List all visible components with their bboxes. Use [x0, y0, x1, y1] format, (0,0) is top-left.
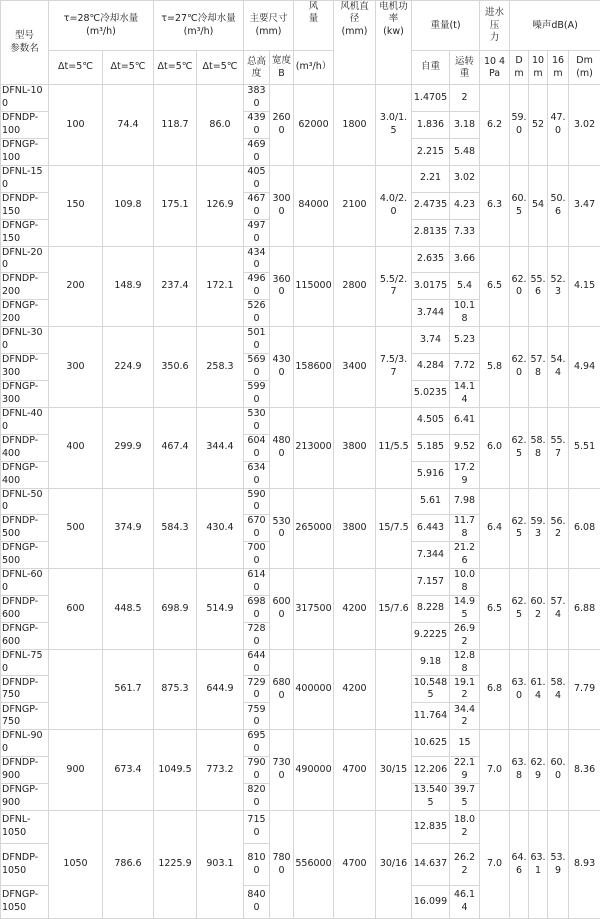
- model-cell: DFNGP- 400: [1, 461, 49, 488]
- table-row: [1, 811, 600, 844]
- flow27-dt2-cell: 773.2: [197, 730, 244, 811]
- header-row-1: [1, 1, 600, 51]
- total-height-cell: 8400: [244, 886, 270, 919]
- operating-weight-cell: 26.22: [450, 844, 480, 886]
- header-equivalent-unit: Dm(m): [569, 51, 600, 85]
- noise-16m-cell: 53.9: [548, 811, 569, 919]
- noise-dm-cell: 60.5: [510, 166, 529, 247]
- model-cell: DFNGP- 150: [1, 219, 49, 246]
- model-cell: DFNDP- 150: [1, 192, 49, 219]
- model-cell: DFNGP- 500: [1, 542, 49, 569]
- motor-power-cell: 5.5/2.7: [376, 246, 412, 327]
- flow28-dt1-cell: 400: [49, 407, 103, 488]
- operating-weight-cell: 11.78: [450, 515, 480, 542]
- noise-16m-cell: 52.3: [548, 246, 569, 327]
- total-height-cell: 5300: [244, 407, 270, 434]
- motor-power-cell: 15/7.5: [376, 488, 412, 569]
- inlet-pressure-cell: 7.0: [480, 811, 510, 919]
- airflow-cell: 556000: [294, 811, 334, 919]
- motor-power-cell: 30/15: [376, 730, 412, 811]
- airflow-cell: 400000: [294, 649, 334, 730]
- airflow-cell: 115000: [294, 246, 334, 327]
- width-b-cell: 4800: [270, 407, 294, 488]
- operating-weight-cell: 4.23: [450, 192, 480, 219]
- noise-dm-cell: 64.6: [510, 811, 529, 919]
- flow28-dt1-cell: [49, 649, 103, 730]
- flow28-dt1-cell: 150: [49, 166, 103, 247]
- model-cell: DFNL-100: [1, 85, 49, 112]
- total-height-cell: 5260: [244, 300, 270, 327]
- operating-weight-cell: 18.02: [450, 811, 480, 844]
- total-height-cell: 3830: [244, 85, 270, 112]
- flow27-dt2-cell: 86.0: [197, 85, 244, 166]
- self-weight-cell: 6.443: [412, 515, 450, 542]
- fan-diameter-cell: 2100: [334, 166, 376, 247]
- self-weight-cell: 2.635: [412, 246, 450, 273]
- fan-diameter-cell: 1800: [334, 85, 376, 166]
- model-cell: DFNDP- 500: [1, 515, 49, 542]
- operating-weight-cell: 5.4: [450, 273, 480, 300]
- equivalent-diameter-cell: 6.88: [569, 569, 600, 650]
- self-weight-cell: 11.764: [412, 703, 450, 730]
- flow28-dt2-cell: 299.9: [103, 407, 154, 488]
- flow27-dt1-cell: 118.7: [154, 85, 197, 166]
- inlet-pressure-cell: 6.8: [480, 649, 510, 730]
- flow28-dt1-cell: 900: [49, 730, 103, 811]
- header-airflow-unit: (m³/h）: [294, 51, 334, 85]
- flow27-dt1-cell: 584.3: [154, 488, 197, 569]
- header-row-2: [1, 51, 600, 85]
- equivalent-diameter-cell: 7.79: [569, 649, 600, 730]
- noise-10m-cell: 52: [529, 85, 548, 166]
- fan-diameter-cell: 3800: [334, 407, 376, 488]
- equivalent-diameter-cell: 8.36: [569, 730, 600, 811]
- model-cell: DFNL-600: [1, 569, 49, 596]
- noise-10m-cell: 55.6: [529, 246, 548, 327]
- header-flow27: τ=27℃冷却水量 (m³/h): [154, 1, 244, 51]
- noise-16m-cell: 57.4: [548, 569, 569, 650]
- total-height-cell: 7150: [244, 811, 270, 844]
- noise-16m-cell: 55.7: [548, 407, 569, 488]
- table-row: [1, 85, 600, 112]
- header-fan-diameter: 风机直 径 (mm): [334, 1, 376, 85]
- noise-16m-cell: 54.4: [548, 327, 569, 408]
- table-row: [1, 488, 600, 515]
- fan-diameter-cell: 4200: [334, 649, 376, 730]
- table-row: [1, 327, 600, 354]
- flow27-dt1-cell: 237.4: [154, 246, 197, 327]
- airflow-cell: 158600: [294, 327, 334, 408]
- operating-weight-cell: 39.75: [450, 784, 480, 811]
- model-cell: DFNL-900: [1, 730, 49, 757]
- operating-weight-cell: 34.42: [450, 703, 480, 730]
- total-height-cell: 4690: [244, 139, 270, 166]
- operating-weight-cell: 5.23: [450, 327, 480, 354]
- table-row: [1, 166, 600, 193]
- noise-10m-cell: 54: [529, 166, 548, 247]
- flow27-dt1-cell: 1049.5: [154, 730, 197, 811]
- airflow-cell: 317500: [294, 569, 334, 650]
- operating-weight-cell: 5.48: [450, 139, 480, 166]
- header-self-weight: 自重: [412, 51, 450, 85]
- model-cell: DFNGP- 200: [1, 300, 49, 327]
- operating-weight-cell: 17.29: [450, 461, 480, 488]
- total-height-cell: 4970: [244, 219, 270, 246]
- header-delta-t: Δt=5℃: [49, 51, 103, 85]
- noise-dm-cell: 63.0: [510, 649, 529, 730]
- noise-dm-cell: 62.0: [510, 327, 529, 408]
- header-delta-t: Δt=5℃: [197, 51, 244, 85]
- total-height-cell: 5010: [244, 327, 270, 354]
- self-weight-cell: 3.74: [412, 327, 450, 354]
- total-height-cell: 8100: [244, 844, 270, 886]
- total-height-cell: 4340: [244, 246, 270, 273]
- model-cell: DFNGP- 600: [1, 622, 49, 649]
- self-weight-cell: 3.744: [412, 300, 450, 327]
- total-height-cell: 8200: [244, 784, 270, 811]
- header-delta-t: Δt=5℃: [103, 51, 154, 85]
- flow27-dt1-cell: 1225.9: [154, 811, 197, 919]
- total-height-cell: 4390: [244, 112, 270, 139]
- operating-weight-cell: 3.02: [450, 166, 480, 193]
- equivalent-diameter-cell: 8.93: [569, 811, 600, 919]
- operating-weight-cell: 6.41: [450, 407, 480, 434]
- motor-power-cell: 7.5/3.7: [376, 327, 412, 408]
- header-motor-power: 电机功 率 (kw): [376, 1, 412, 85]
- noise-16m-cell: 58.4: [548, 649, 569, 730]
- self-weight-cell: 16.099: [412, 886, 450, 919]
- model-cell: DFNDP- 200: [1, 273, 49, 300]
- motor-power-cell: 30/16: [376, 811, 412, 919]
- total-height-cell: 6340: [244, 461, 270, 488]
- operating-weight-cell: 7.33: [450, 219, 480, 246]
- fan-diameter-cell: 3800: [334, 488, 376, 569]
- total-height-cell: 7900: [244, 757, 270, 784]
- motor-power-cell: 11/5.5: [376, 407, 412, 488]
- header-operating-weight: 运转 重: [450, 51, 480, 85]
- equivalent-diameter-cell: 3.47: [569, 166, 600, 247]
- airflow-cell: 490000: [294, 730, 334, 811]
- airflow-cell: 84000: [294, 166, 334, 247]
- flow28-dt2-cell: 561.7: [103, 649, 154, 730]
- flow28-dt1-cell: 100: [49, 85, 103, 166]
- noise-10m-cell: 61.4: [529, 649, 548, 730]
- operating-weight-cell: 9.52: [450, 434, 480, 461]
- equivalent-diameter-cell: 5.51: [569, 407, 600, 488]
- total-height-cell: 7290: [244, 676, 270, 703]
- width-b-cell: 6800: [270, 649, 294, 730]
- operating-weight-cell: 26.92: [450, 622, 480, 649]
- header-inlet-pressure: 进水压 力: [480, 1, 510, 51]
- header-noise-16m: 16m: [548, 51, 569, 85]
- operating-weight-cell: 46.14: [450, 886, 480, 919]
- flow27-dt2-cell: 514.9: [197, 569, 244, 650]
- operating-weight-cell: 15: [450, 730, 480, 757]
- total-height-cell: 6700: [244, 515, 270, 542]
- model-cell: DFNGP- 100: [1, 139, 49, 166]
- noise-16m-cell: 50.6: [548, 166, 569, 247]
- self-weight-cell: 5.61: [412, 488, 450, 515]
- airflow-cell: 213000: [294, 407, 334, 488]
- noise-dm-cell: 59.0: [510, 85, 529, 166]
- flow28-dt1-cell: 600: [49, 569, 103, 650]
- flow28-dt1-cell: 500: [49, 488, 103, 569]
- operating-weight-cell: 3.66: [450, 246, 480, 273]
- self-weight-cell: 14.637: [412, 844, 450, 886]
- total-height-cell: 5990: [244, 380, 270, 407]
- operating-weight-cell: 22.19: [450, 757, 480, 784]
- fan-diameter-cell: 3400: [334, 327, 376, 408]
- flow28-dt2-cell: 673.4: [103, 730, 154, 811]
- table-row: [1, 649, 600, 676]
- width-b-cell: 7300: [270, 730, 294, 811]
- flow28-dt2-cell: 148.9: [103, 246, 154, 327]
- header-noise-dm: Dm: [510, 51, 529, 85]
- self-weight-cell: 2.4735: [412, 192, 450, 219]
- noise-10m-cell: 60.2: [529, 569, 548, 650]
- table-row: [1, 730, 600, 757]
- operating-weight-cell: 19.12: [450, 676, 480, 703]
- equivalent-diameter-cell: 3.02: [569, 85, 600, 166]
- table-row: [1, 246, 600, 273]
- motor-power-cell: 15/7.6: [376, 569, 412, 650]
- self-weight-cell: 2.215: [412, 139, 450, 166]
- model-cell: DFNL-400: [1, 407, 49, 434]
- operating-weight-cell: 10.08: [450, 569, 480, 596]
- width-b-cell: 6000: [270, 569, 294, 650]
- operating-weight-cell: 7.72: [450, 353, 480, 380]
- model-cell: DFNGP- 900: [1, 784, 49, 811]
- self-weight-cell: 10.5485: [412, 676, 450, 703]
- noise-10m-cell: 58.8: [529, 407, 548, 488]
- self-weight-cell: 2.8135: [412, 219, 450, 246]
- total-height-cell: 6950: [244, 730, 270, 757]
- flow28-dt2-cell: 448.5: [103, 569, 154, 650]
- self-weight-cell: 9.18: [412, 649, 450, 676]
- table-row: [1, 407, 600, 434]
- self-weight-cell: 5.0235: [412, 380, 450, 407]
- noise-16m-cell: 56.2: [548, 488, 569, 569]
- table-body: [1, 85, 600, 919]
- flow28-dt2-cell: 786.6: [103, 811, 154, 919]
- self-weight-cell: 1.836: [412, 112, 450, 139]
- total-height-cell: 6440: [244, 649, 270, 676]
- noise-16m-cell: 47.0: [548, 85, 569, 166]
- flow28-dt2-cell: 374.9: [103, 488, 154, 569]
- self-weight-cell: 3.0175: [412, 273, 450, 300]
- flow28-dt2-cell: 109.8: [103, 166, 154, 247]
- header-flow28: τ=28℃冷却水量 (m³/h): [49, 1, 154, 51]
- flow27-dt2-cell: 258.3: [197, 327, 244, 408]
- inlet-pressure-cell: 7.0: [480, 730, 510, 811]
- total-height-cell: 5900: [244, 488, 270, 515]
- inlet-pressure-cell: 6.2: [480, 85, 510, 166]
- flow27-dt2-cell: 126.9: [197, 166, 244, 247]
- total-height-cell: 4050: [244, 166, 270, 193]
- width-b-cell: 3000: [270, 166, 294, 247]
- width-b-cell: 7800: [270, 811, 294, 919]
- self-weight-cell: 7.344: [412, 542, 450, 569]
- inlet-pressure-cell: 6.4: [480, 488, 510, 569]
- header-noise: 噪声dB(A): [510, 1, 600, 51]
- model-cell: DFNDP- 1050: [1, 844, 49, 886]
- model-cell: DFNDP- 600: [1, 595, 49, 622]
- model-cell: DFNL-750: [1, 649, 49, 676]
- operating-weight-cell: 12.88: [450, 649, 480, 676]
- header-model: 型号 参数名: [1, 1, 49, 85]
- header-pressure-unit: 10 4 Pa: [480, 51, 510, 85]
- model-cell: DFNL-150: [1, 166, 49, 193]
- model-cell: DFNGP- 1050: [1, 886, 49, 919]
- noise-dm-cell: 62.5: [510, 488, 529, 569]
- self-weight-cell: 10.625: [412, 730, 450, 757]
- operating-weight-cell: 10.18: [450, 300, 480, 327]
- inlet-pressure-cell: 6.3: [480, 166, 510, 247]
- self-weight-cell: 12.206: [412, 757, 450, 784]
- model-cell: DFNDP- 900: [1, 757, 49, 784]
- flow27-dt2-cell: 344.4: [197, 407, 244, 488]
- flow27-dt1-cell: 698.9: [154, 569, 197, 650]
- total-height-cell: 6140: [244, 569, 270, 596]
- inlet-pressure-cell: 6.5: [480, 246, 510, 327]
- model-cell: DFNL-200: [1, 246, 49, 273]
- header-total-height: 总高 度: [244, 51, 270, 85]
- self-weight-cell: 5.185: [412, 434, 450, 461]
- flow27-dt1-cell: 350.6: [154, 327, 197, 408]
- motor-power-cell: [376, 649, 412, 730]
- total-height-cell: 6980: [244, 595, 270, 622]
- header-delta-t: Δt=5℃: [154, 51, 197, 85]
- model-cell: DFNDP- 300: [1, 353, 49, 380]
- model-cell: DFNDP- 400: [1, 434, 49, 461]
- airflow-cell: 62000: [294, 85, 334, 166]
- flow28-dt2-cell: 224.9: [103, 327, 154, 408]
- header-noise-10m: 10m: [529, 51, 548, 85]
- noise-dm-cell: 62.5: [510, 407, 529, 488]
- noise-dm-cell: 63.8: [510, 730, 529, 811]
- self-weight-cell: 7.157: [412, 569, 450, 596]
- operating-weight-cell: 2: [450, 85, 480, 112]
- total-height-cell: 4960: [244, 273, 270, 300]
- flow28-dt1-cell: 300: [49, 327, 103, 408]
- equivalent-diameter-cell: 4.94: [569, 327, 600, 408]
- width-b-cell: 4300: [270, 327, 294, 408]
- model-cell: DFNL-300: [1, 327, 49, 354]
- self-weight-cell: 5.916: [412, 461, 450, 488]
- noise-10m-cell: 62.9: [529, 730, 548, 811]
- flow27-dt1-cell: 175.1: [154, 166, 197, 247]
- inlet-pressure-cell: 6.0: [480, 407, 510, 488]
- self-weight-cell: 1.4705: [412, 85, 450, 112]
- inlet-pressure-cell: 6.5: [480, 569, 510, 650]
- table-row: [1, 569, 600, 596]
- total-height-cell: 5690: [244, 353, 270, 380]
- flow28-dt1-cell: 200: [49, 246, 103, 327]
- fan-diameter-cell: 4200: [334, 569, 376, 650]
- self-weight-cell: 12.835: [412, 811, 450, 844]
- self-weight-cell: 4.505: [412, 407, 450, 434]
- header-width-b: 宽度B: [270, 51, 294, 85]
- operating-weight-cell: 21.26: [450, 542, 480, 569]
- total-height-cell: 6040: [244, 434, 270, 461]
- operating-weight-cell: 3.18: [450, 112, 480, 139]
- width-b-cell: 3600: [270, 246, 294, 327]
- noise-10m-cell: 57.8: [529, 327, 548, 408]
- fan-diameter-cell: 4700: [334, 811, 376, 919]
- noise-dm-cell: 62.0: [510, 246, 529, 327]
- self-weight-cell: 9.2225: [412, 622, 450, 649]
- noise-16m-cell: 60.0: [548, 730, 569, 811]
- total-height-cell: 7590: [244, 703, 270, 730]
- model-cell: DFNDP- 100: [1, 112, 49, 139]
- width-b-cell: 2600: [270, 85, 294, 166]
- inlet-pressure-cell: 5.8: [480, 327, 510, 408]
- fan-diameter-cell: 2800: [334, 246, 376, 327]
- width-b-cell: 5300: [270, 488, 294, 569]
- equivalent-diameter-cell: 4.15: [569, 246, 600, 327]
- flow27-dt2-cell: 903.1: [197, 811, 244, 919]
- operating-weight-cell: 7.98: [450, 488, 480, 515]
- flow27-dt2-cell: 172.1: [197, 246, 244, 327]
- total-height-cell: 7000: [244, 542, 270, 569]
- noise-10m-cell: 59.3: [529, 488, 548, 569]
- flow28-dt1-cell: 1050: [49, 811, 103, 919]
- airflow-cell: 265000: [294, 488, 334, 569]
- model-cell: DFNGP- 750: [1, 703, 49, 730]
- self-weight-cell: 4.284: [412, 353, 450, 380]
- header-weight: 重量(t): [412, 1, 480, 51]
- flow27-dt2-cell: 644.9: [197, 649, 244, 730]
- motor-power-cell: 3.0/1.5: [376, 85, 412, 166]
- self-weight-cell: 8.228: [412, 595, 450, 622]
- model-cell: DFNL-500: [1, 488, 49, 515]
- model-cell: DFNGP- 300: [1, 380, 49, 407]
- noise-10m-cell: 63.1: [529, 811, 548, 919]
- model-cell: DFNDP- 750: [1, 676, 49, 703]
- operating-weight-cell: 14.95: [450, 595, 480, 622]
- flow28-dt2-cell: 74.4: [103, 85, 154, 166]
- self-weight-cell: 13.5405: [412, 784, 450, 811]
- header-airflow: 风 量: [294, 1, 334, 51]
- operating-weight-cell: 14.14: [450, 380, 480, 407]
- model-cell: DFNL- 1050: [1, 811, 49, 844]
- flow27-dt1-cell: 467.4: [154, 407, 197, 488]
- flow27-dt1-cell: 875.3: [154, 649, 197, 730]
- noise-dm-cell: 62.5: [510, 569, 529, 650]
- total-height-cell: 7280: [244, 622, 270, 649]
- fan-diameter-cell: 4700: [334, 730, 376, 811]
- total-height-cell: 4670: [244, 192, 270, 219]
- equivalent-diameter-cell: 6.08: [569, 488, 600, 569]
- flow27-dt2-cell: 430.4: [197, 488, 244, 569]
- motor-power-cell: 4.0/2.0: [376, 166, 412, 247]
- header-dims: 主要尺寸 (mm): [244, 1, 294, 51]
- self-weight-cell: 2.21: [412, 166, 450, 193]
